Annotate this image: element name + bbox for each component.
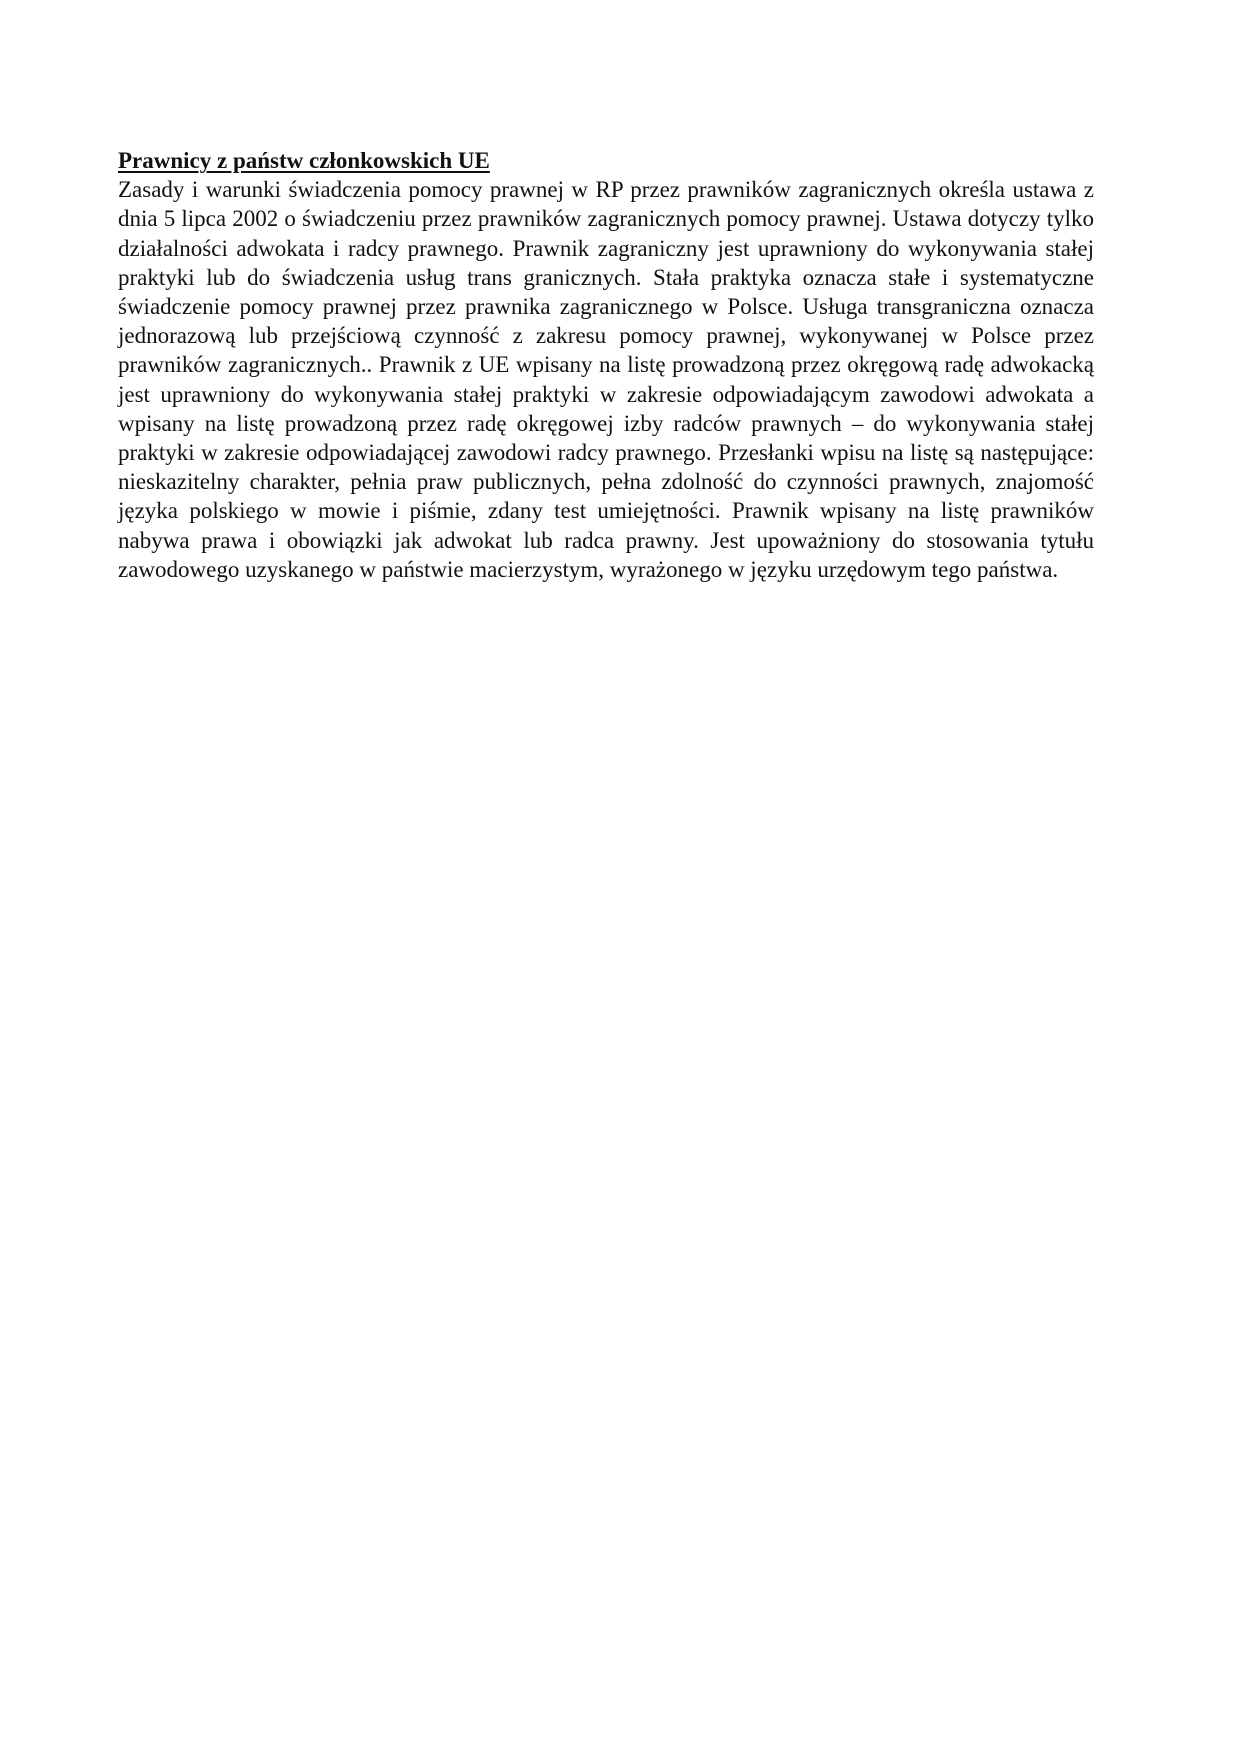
document-body-paragraph: Zasady i warunki świadczenia pomocy prawnej w RP przez prawników zagranicznych określa ustawa z dnia 5 lipca 2002 o świadczeniu przez prawników zagranicznych pomocy prawnej. Ustawa dotyczy tylko działalności adwokata i radcy prawnego. Prawnik zagraniczny jest uprawniony do wykonywania stałej praktyki lub do świadczenia usług trans granicznych. Stała praktyka oznacza stałe i systematyczne świadczenie pomocy prawnej przez prawnika zagranicznego w Polsce. Usługa transgraniczna oznacza jednorazową lub przejściową czynność z zakresu pomocy prawnej, wykonywanej w Polsce przez prawników zagranicznych.. Prawnik z UE wpisany na listę prowadzoną przez okręgową radę adwokacką jest uprawniony do wykonywania stałej praktyki w zakresie odpowiadającym zawodowi adwokata a wpisany na listę prowadzoną przez radę okręgowej izby radców prawnych – do wykonywania stałej praktyki w zakresie odpowiadającej zawodowi radcy prawnego. Przesłanki wpisu na listę są następujące: nieskazitelny charakter, pełnia praw publicznych, pełna zdolność do czynności prawnych, znajomość języka polskiego w mowie i piśmie, zdany test umiejętności. Prawnik wpisany na listę prawników nabywa prawa i obowiązki jak adwokat lub radca prawny. Jest upoważniony do stosowania tytułu zawodowego uzyskanego w państwie macierzystym, wyrażonego w języku urzędowym tego państwa.	[118, 177, 1094, 582]
document-content	[118, 146, 1094, 584]
document-title: Prawnicy z państw członkowskich UE	[118, 148, 490, 173]
